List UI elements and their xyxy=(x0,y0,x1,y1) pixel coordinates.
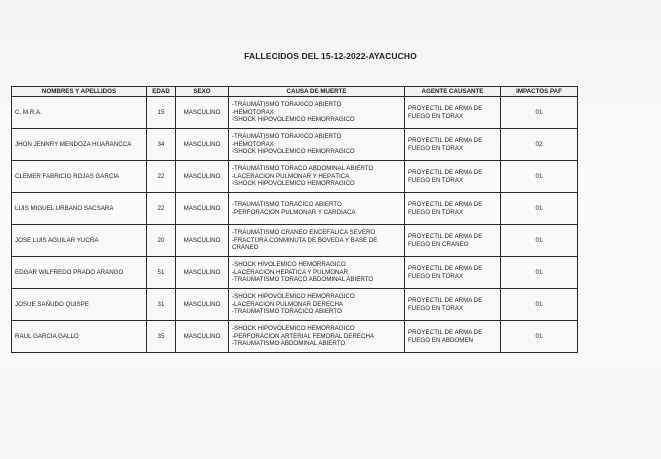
cell-sex: MASCULINO xyxy=(176,257,229,289)
cell-agent: PROYECTIL DE ARMA DE FUEGO EN TORAX xyxy=(405,289,501,321)
cell-name: RAUL GARCIA GALLO xyxy=(12,321,147,353)
cell-agent: PROYECTIL DE ARMA DE FUEGO EN TORAX xyxy=(405,97,501,129)
cell-impacts: 01 xyxy=(501,321,578,353)
cause-line: -SHOCK HIPOVOLEMICO HEMORRAGICO xyxy=(232,148,355,156)
cause-line: -TRAUMATISMO TORACO ABDOMINAL ABIERTO xyxy=(232,276,374,284)
cell-cause xyxy=(229,193,405,225)
cause-line: -TRAUMATISMO TORAXICO ABIERTO xyxy=(232,101,342,109)
cell-sex: MASCULINO xyxy=(176,161,229,193)
cell-cause xyxy=(229,257,405,289)
table-header-row xyxy=(12,87,578,97)
table-row xyxy=(12,321,578,353)
cause-line: -TRAUMATISMO TORAXICO ABIERTO xyxy=(232,133,342,141)
cell-impacts: 01 xyxy=(501,225,578,257)
cell-agent: PROYECTIL DE ARMA DE FUEGO EN TORAX xyxy=(405,257,501,289)
cause-line: -LACERACION PULMONAR DERECHA xyxy=(232,300,344,308)
cell-age: 31 xyxy=(147,289,176,321)
header-age: EDAD xyxy=(147,87,176,97)
cell-sex: MASCULINO xyxy=(176,225,229,257)
header-sex: SEXO xyxy=(176,87,229,97)
cell-cause xyxy=(229,225,405,257)
table-row xyxy=(12,161,578,193)
header-cause: CAUSA DE MUERTE xyxy=(229,87,405,97)
cell-impacts: 01 xyxy=(501,97,578,129)
cell-agent: PROYECTIL DE ARMA DE FUEGO EN TORAX xyxy=(405,161,501,193)
cell-name: JOSUE SAÑUDO QUISPE xyxy=(12,289,147,321)
cell-agent: PROYECTIL DE ARMA DE FUEGO EN TORAX xyxy=(405,129,501,161)
cell-age: 51 xyxy=(147,257,176,289)
victims-table xyxy=(11,86,578,353)
table-row xyxy=(12,289,578,321)
cell-name: JOSE LUIS AGUILAR YUCRA xyxy=(12,225,147,257)
cause-line: -SHOCK HIPOVOLEMICO HEMORRAGICO xyxy=(232,293,355,301)
cause-line: -SHOCK HIVOLEMICO HEMORRAGICO xyxy=(232,261,346,269)
cell-cause xyxy=(229,289,405,321)
header-agent: AGENTE CAUSANTE xyxy=(405,87,501,97)
cell-age: 20 xyxy=(147,225,176,257)
cause-line: -FRACTURA CONMINUTA DE BÓVEDA Y BASE DE xyxy=(232,236,378,244)
cell-cause xyxy=(229,161,405,193)
cell-sex: MASCULINO xyxy=(176,321,229,353)
document-title: FALLECIDOS DEL 15-12-2022-AYACUCHO xyxy=(244,51,417,61)
cell-impacts: 01 xyxy=(501,193,578,225)
cause-line: -HEMOTORAX xyxy=(232,140,274,148)
cause-line: -HEMOTORAX xyxy=(232,108,274,116)
cell-name: LUIS MIGUEL URBANO SACSARA xyxy=(12,193,147,225)
cell-age: 34 xyxy=(147,129,176,161)
header-names: NOMBRES Y APELLIDOS xyxy=(12,87,147,97)
cell-cause xyxy=(229,321,405,353)
table-row xyxy=(12,257,578,289)
cell-impacts: 01 xyxy=(501,289,578,321)
cell-cause xyxy=(229,129,405,161)
cell-impacts: 01 xyxy=(501,257,578,289)
cause-line: -TRAUMATISMO TORACICO ABIERTO xyxy=(232,308,342,316)
cell-name: JHON JENNRY MENDOZA HUARANCCA xyxy=(12,129,147,161)
cell-age: 22 xyxy=(147,193,176,225)
cause-line: -SHOCK HIPOVOLEMICO HEMORRAGICO xyxy=(232,325,355,333)
cause-line: -SHOCK HIPOVOLEMICO HEMORRAGICO xyxy=(232,180,355,188)
cell-sex: MASCULINO xyxy=(176,289,229,321)
table-row xyxy=(12,225,578,257)
cause-line: -TRAUMATISMO ABDOMINAL ABIERTO xyxy=(232,340,346,348)
cell-name: CLEMER FABRICIO ROJAS GARCIA xyxy=(12,161,147,193)
cell-sex: MASCULINO xyxy=(176,193,229,225)
cell-age: 35 xyxy=(147,321,176,353)
table-row xyxy=(12,97,578,129)
cause-line: -PERFORACION ARTERIAL FEMORAL DERECHA xyxy=(232,332,375,340)
cause-line: CRÁNEO xyxy=(232,244,259,252)
cell-age: 15 xyxy=(147,97,176,129)
cell-age: 22 xyxy=(147,161,176,193)
cause-line: -PERFORACIÓN PULMONAR Y CARDÍACA xyxy=(232,208,356,216)
cell-cause xyxy=(229,97,405,129)
cause-line: -LACERACION PULMONAR Y HEPÁTICA xyxy=(232,172,350,180)
cell-agent: PROYECTIL DE ARMA DE FUEGO EN CRANEO xyxy=(405,225,501,257)
cell-impacts: 01 xyxy=(501,161,578,193)
cause-line: -TRAUMATISMO TORÁCICO ABIERTO xyxy=(232,200,342,208)
cell-agent: PROYECTIL DE ARMA DE FUEGO EN TORAX xyxy=(405,193,501,225)
cell-sex: MASCULINO xyxy=(176,129,229,161)
cell-impacts: 02 xyxy=(501,129,578,161)
cause-line: -TRAUMATISMO TORACO ABDOMINAL ABIERTO xyxy=(232,165,374,173)
cell-sex: MASCULINO xyxy=(176,97,229,129)
cause-line: -SHOCK HIPOVOLEMICO HEMORRAGICO xyxy=(232,116,355,124)
table-row xyxy=(12,129,578,161)
cell-name: EDGAR WILFREDO PRADO ARANGO xyxy=(12,257,147,289)
header-impacts: IMPACTOS PAF xyxy=(501,87,578,97)
cell-name: C. M.R.A. xyxy=(12,97,147,129)
cause-line: -LACERACION HEPATICA Y PULMONAR xyxy=(232,268,349,276)
table-row xyxy=(12,193,578,225)
cause-line: -TRAUMATISMO CRÁNEO ENCEFÁLICA SEVERO xyxy=(232,229,376,237)
cell-agent: PROYECTIL DE ARMA DE FUEGO EN ABDOMEN xyxy=(405,321,501,353)
